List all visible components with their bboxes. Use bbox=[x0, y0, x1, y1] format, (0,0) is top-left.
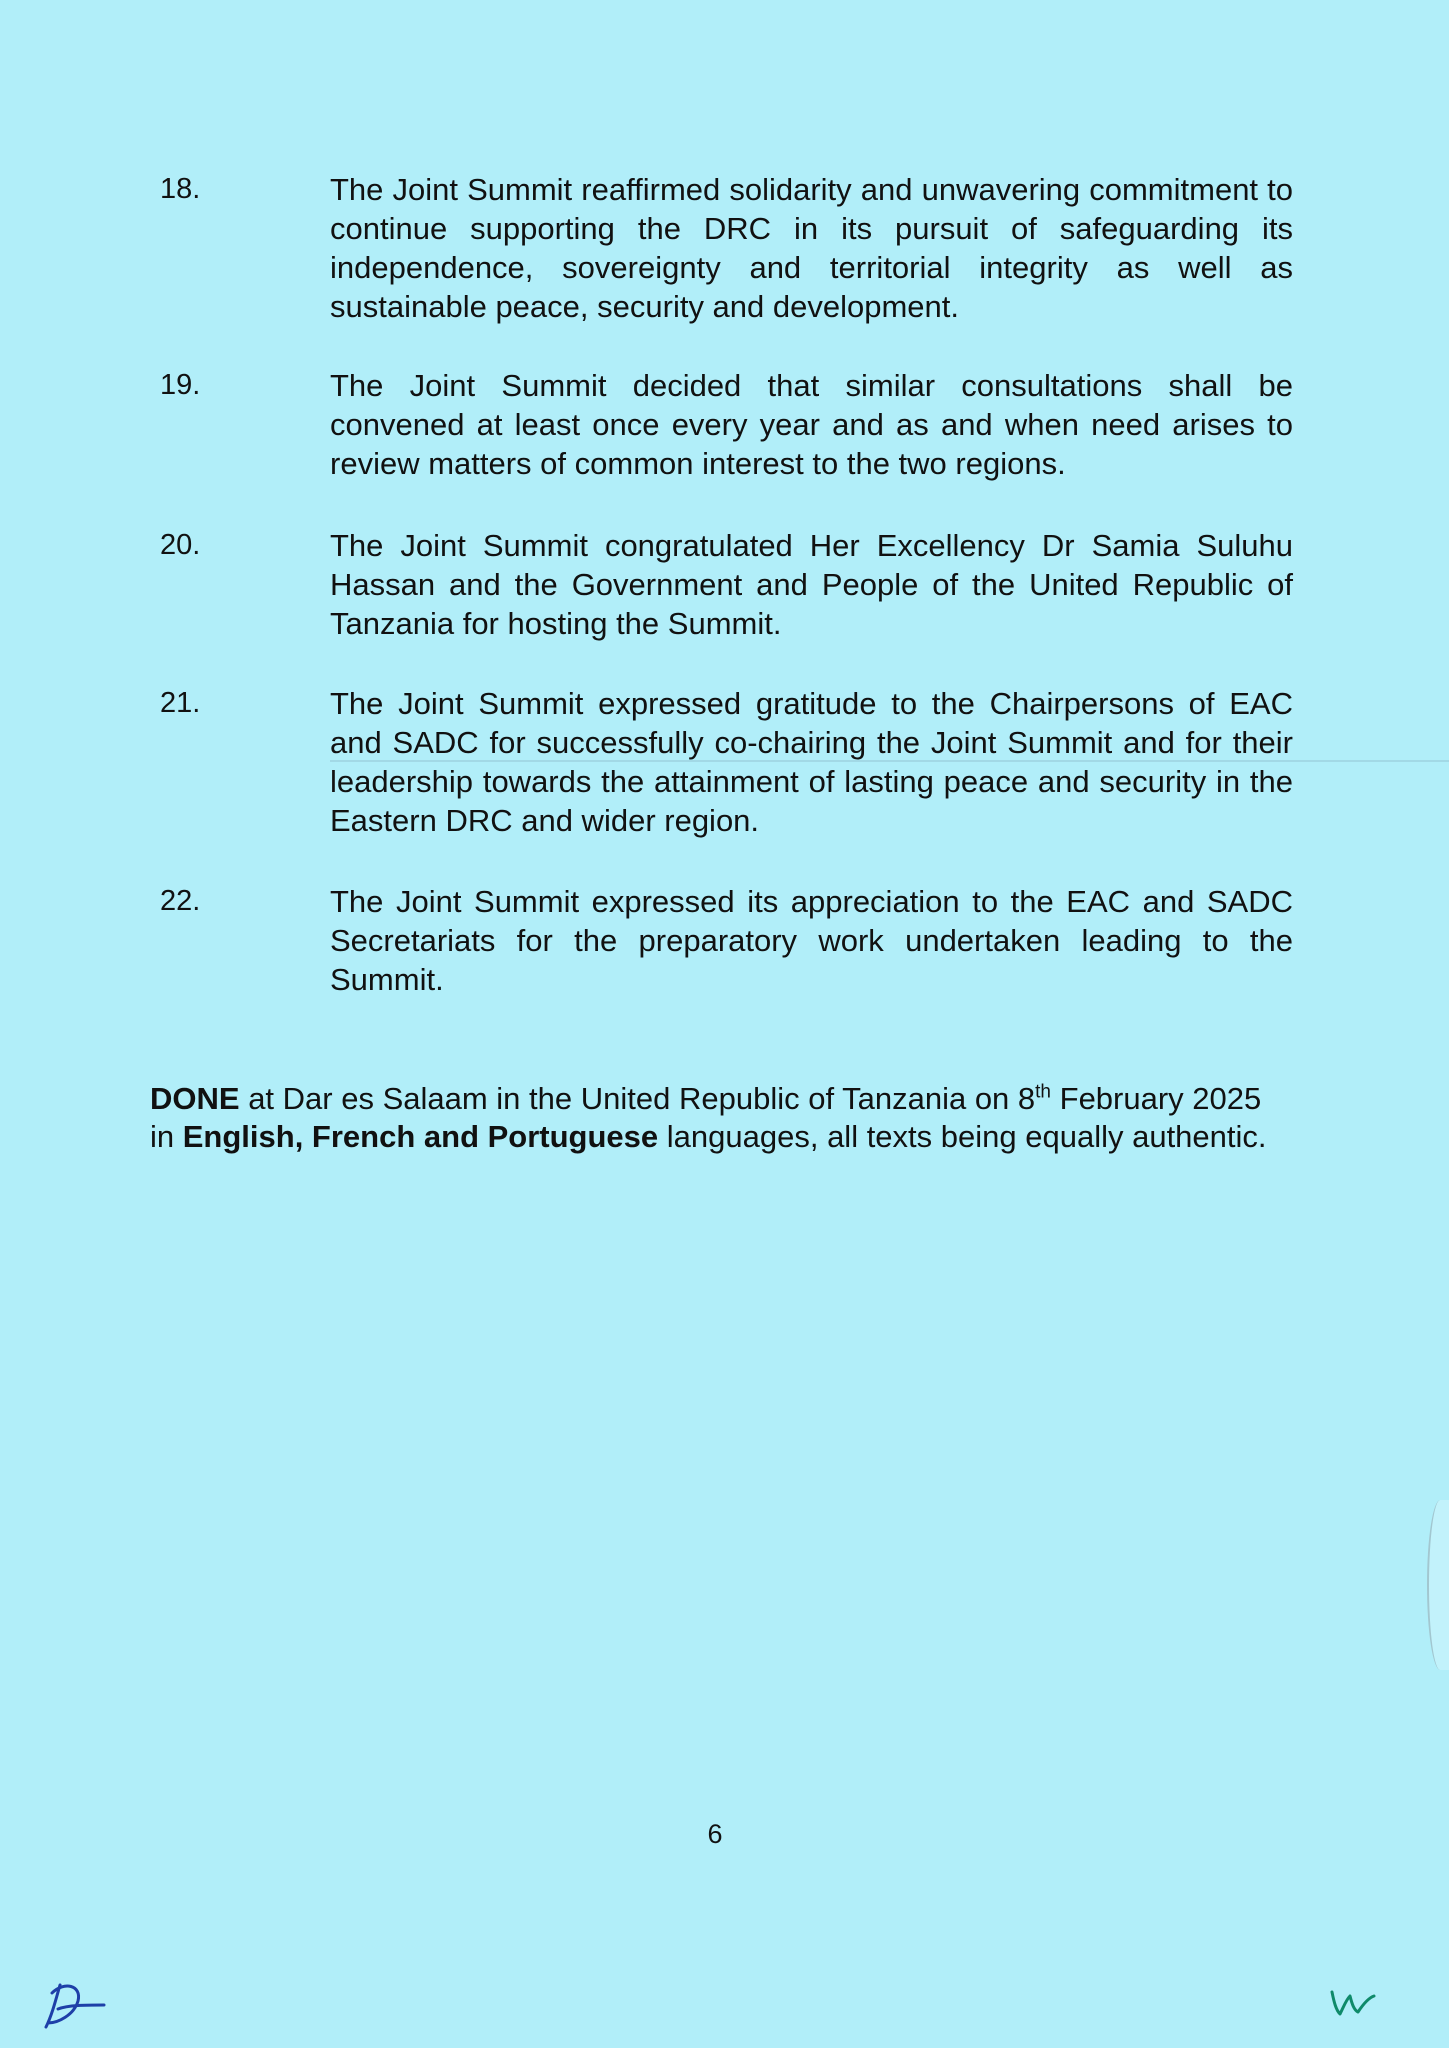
closing-statement bbox=[150, 1080, 1293, 1156]
page-edge-curl bbox=[1427, 1500, 1449, 1670]
paragraph-number: 22. bbox=[160, 885, 201, 917]
paragraph-number: 18. bbox=[160, 173, 201, 205]
paragraph-number: 21. bbox=[160, 687, 201, 719]
handwritten-initials-right bbox=[1328, 1982, 1378, 2022]
paragraph-text: The Joint Summit reaffirmed solidarity and unwavering commitment to continue supporting the DRC in its pursuit of safeguarding its independence, sovereignty and territorial integrity as well as sustainable peace, security and development. bbox=[330, 172, 1293, 324]
paragraph-text: The Joint Summit decided that similar consultations shall be convened at least once every year and as and when need arises to review matters of common interest to the two regions. bbox=[330, 368, 1293, 481]
paragraph-text: The Joint Summit expressed gratitude to the Chairpersons of EAC and SADC for successfully co-chairing the Joint Summit and for their leadership towards the attainment of lasting peace and security in the Eastern DRC and wider region. bbox=[330, 686, 1293, 838]
page-number: 6 bbox=[707, 1819, 723, 1849]
ordinal-suffix: th bbox=[1035, 1081, 1052, 1103]
closing-text-part: February 2025 in bbox=[150, 1081, 1262, 1154]
paragraph-number: 19. bbox=[160, 369, 201, 401]
paragraph-text: The Joint Summit congratulated Her Excellency Dr Samia Suluhu Hassan and the Government and People of the United Republic of Tanzania for hosting the Summit. bbox=[330, 528, 1293, 641]
paragraph-text: The Joint Summit expressed its appreciation to the EAC and SADC Secretariats for the preparatory work undertaken leading to the Summit. bbox=[330, 884, 1293, 997]
closing-text-part: at Dar es Salaam in the United Republic of Tanzania on 8 bbox=[239, 1081, 1036, 1116]
handwritten-initials-left bbox=[38, 1975, 108, 2035]
closing-text-part: languages, all texts being equally authentic. bbox=[658, 1119, 1267, 1154]
paragraph-number: 20. bbox=[160, 529, 201, 561]
languages-list: English, French and Portuguese bbox=[182, 1119, 659, 1154]
done-keyword: DONE bbox=[150, 1081, 240, 1116]
